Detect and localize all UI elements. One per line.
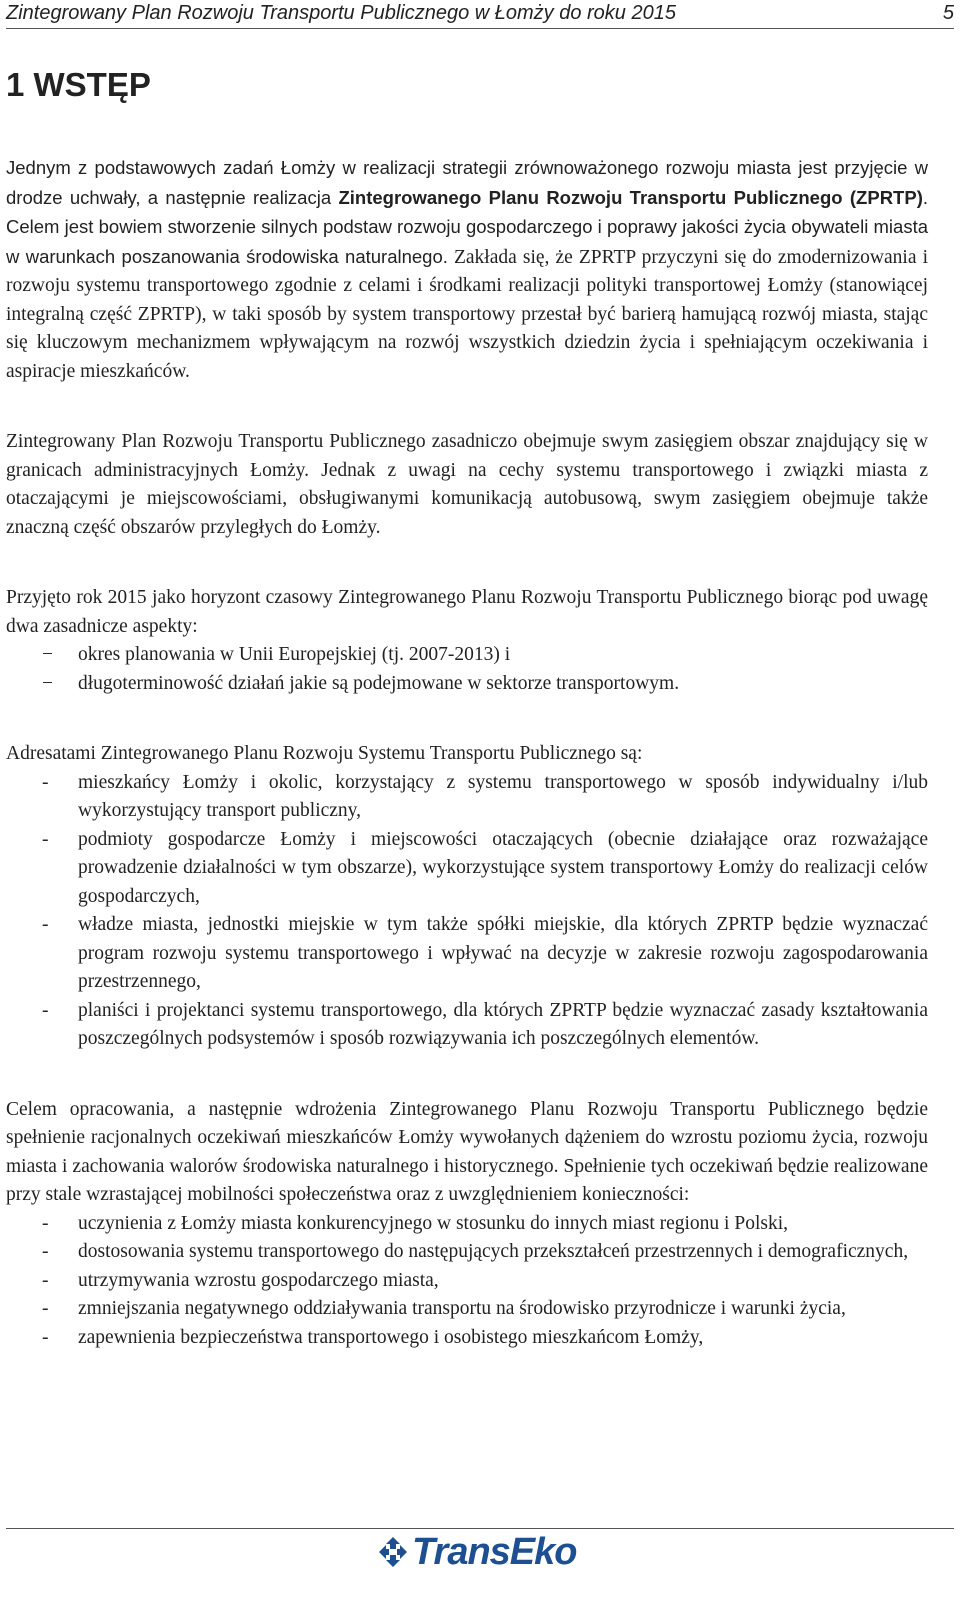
footer-divider: [6, 1528, 954, 1529]
paragraph-scope: Zintegrowany Plan Rozwoju Transportu Publicznego zasadniczo obejmuje swym zasięgiem obszar znajdujący się w granicach administracyjnych Łomży. Jednak z uwagi na cechy systemu transportowego i związki miasta z otaczającymi je miejscowościami, obsługiwanymi komunikacją autobusową, swym zasięgiem obejmuje także znaczną część obszarów przyległych do Łomży.: [6, 431, 928, 538]
list-item-text: mieszkańcy Łomży i okolic, korzystający z systemu transportowego w sposób indywidualny i/lub wykorzystujący transport publiczny,: [78, 771, 928, 821]
logo-text: TransEko: [412, 1530, 577, 1573]
list-marker: -: [42, 771, 49, 793]
document-title: Zintegrowany Plan Rozwoju Transportu Publicznego w Łomży do roku 2015: [6, 2, 676, 24]
list-item: [6, 641, 928, 670]
list-item-text: zapewnienia bezpieczeństwa transportowego i osobistego mieszkańcom Łomży,: [78, 1326, 704, 1348]
list-item-text: zmniejszania negatywnego oddziaływania transportu na środowisko przyrodnicze i warunki życia,: [78, 1298, 846, 1319]
paragraph-addressees: Adresatami Zintegrowanego Planu Rozwoju Systemu Transportu Publicznego są:: [6, 743, 643, 764]
list-item: [6, 769, 928, 826]
paragraph-goal: Celem opracowania, a następnie wdrożenia Zintegrowanego Planu Rozwoju Transportu Publicznego będzie spełnienie racjonalnych oczekiwań mieszkańców Łomży wywołanych dążeniem do wzrostu poziomu życia, rozwoju miasta i zachowania walorów środowiska naturalnego i historycznego. Spełnienie tych oczekiwań będzie realizowane przy stale wzrastającej mobilności społeczeństwa oraz z uwzględnieniem konieczności:: [6, 1098, 928, 1205]
list-marker: -: [42, 1269, 49, 1291]
transeko-logo-icon: [378, 1535, 408, 1569]
intro-bold-text: Zintegrowanego Planu Rozwoju Transportu Publicznego (ZPRTP): [338, 186, 923, 208]
list-item: [6, 1295, 928, 1324]
list-item: [6, 1210, 928, 1239]
intro-sans-text: Jednym z podstawowych zadań Łomży w realizacji strategii zrównoważonego rozwoju miasta jest przyjęcie w drodze uchwały, a następnie realizacja: [6, 157, 928, 208]
list-marker: -: [42, 1212, 49, 1234]
list-marker: -: [42, 828, 49, 850]
paragraph-horizon: Przyjęto rok 2015 jako horyzont czasowy Zintegrowanego Planu Rozwoju Transportu Publicznego biorąc pod uwagę dwa zasadnicze aspekty:: [6, 587, 928, 637]
list-item: [6, 997, 928, 1054]
list-marker: -: [42, 999, 49, 1021]
list-item-text: uczynienia z Łomży miasta konkurencyjnego w stosunku do innych miast regionu i Polski,: [78, 1212, 788, 1234]
list-item-text: okres planowania w Unii Europejskiej (tj. 2007-2013) i: [78, 644, 511, 665]
spacer: [6, 1054, 928, 1096]
list-marker: -: [42, 1241, 49, 1262]
list-marker: -: [42, 914, 49, 935]
document-body: [6, 154, 928, 1352]
list-marker: −: [42, 672, 53, 694]
list-item: [6, 1324, 928, 1353]
list-marker: -: [42, 1326, 49, 1348]
list-item: [6, 1238, 928, 1267]
list-marker: -: [42, 1298, 49, 1319]
intro-serif-text: Zakłada się, że ZPRTP przyczyni się do zmodernizowania i rozwoju systemu transportowego zgodnie z celami i środkami realizacji polityki transportowej Łomży (stanowiącej integralną część ZPRTP), w taki sposób by system transportowy przestał być barierą hamującą rozwój miasta, stając się kluczowym mechanizmem wpływającym na rozwój wszystkich dziedzin życia i spełniającym oczekiwania i aspiracje mieszkańców.: [6, 246, 928, 382]
spacer: [6, 542, 928, 584]
list-item-text: planiści i projektanci systemu transportowego, dla których ZPRTP będzie wyznaczać zasady kształtowania poszczególnych podsystemów i sposób rozwiązywania ich poszczególnych elementów.: [78, 999, 928, 1049]
list-item-text: dostosowania systemu transportowego do następujących przekształceń przestrzennych i demograficznych,: [78, 1241, 909, 1262]
intro-after-bold-text: . Celem jest bowiem stworzenie silnych podstaw rozwoju gospodarczego i poprawy jakości życia obywateli miasta w warunkach poszanowania środowiska naturalnego.: [6, 186, 928, 267]
list-marker: −: [42, 644, 53, 665]
list-item-text: podmioty gospodarcze Łomży i miejscowości otaczających (obecnie działające oraz rozważające prowadzenie działalności w tym obszarze), wykorzystujące system transportowy Łomży do realizacji celów gospodarczych,: [78, 828, 928, 907]
horizon-list: [6, 641, 928, 698]
list-item: [6, 670, 928, 699]
list-item-text: władze miasta, jednostki miejskie w tym także spółki miejskie, dla których ZPRTP będzie wyznaczać program rozwoju systemu transportowego i wpływać na decyzje w zakresie rozwoju zagospodarowania przestrzennego,: [78, 914, 928, 992]
goals-list: [6, 1210, 928, 1353]
page-header: [6, 0, 954, 29]
section-heading: 1 WSTĘP: [6, 66, 151, 103]
spacer: [6, 386, 928, 428]
list-item-text: długoterminowość działań jakie są podejmowane w sektorze transportowym.: [78, 672, 680, 694]
list-item: [6, 911, 928, 997]
paragraph-intro: [6, 154, 928, 386]
spacer: [6, 698, 928, 740]
addressees-list: [6, 769, 928, 1054]
list-item: [6, 1267, 928, 1296]
transeko-logo: [378, 1532, 576, 1572]
page-number: 5: [942, 2, 954, 24]
list-item-text: utrzymywania wzrostu gospodarczego miasta,: [78, 1269, 439, 1291]
list-item: [6, 826, 928, 912]
